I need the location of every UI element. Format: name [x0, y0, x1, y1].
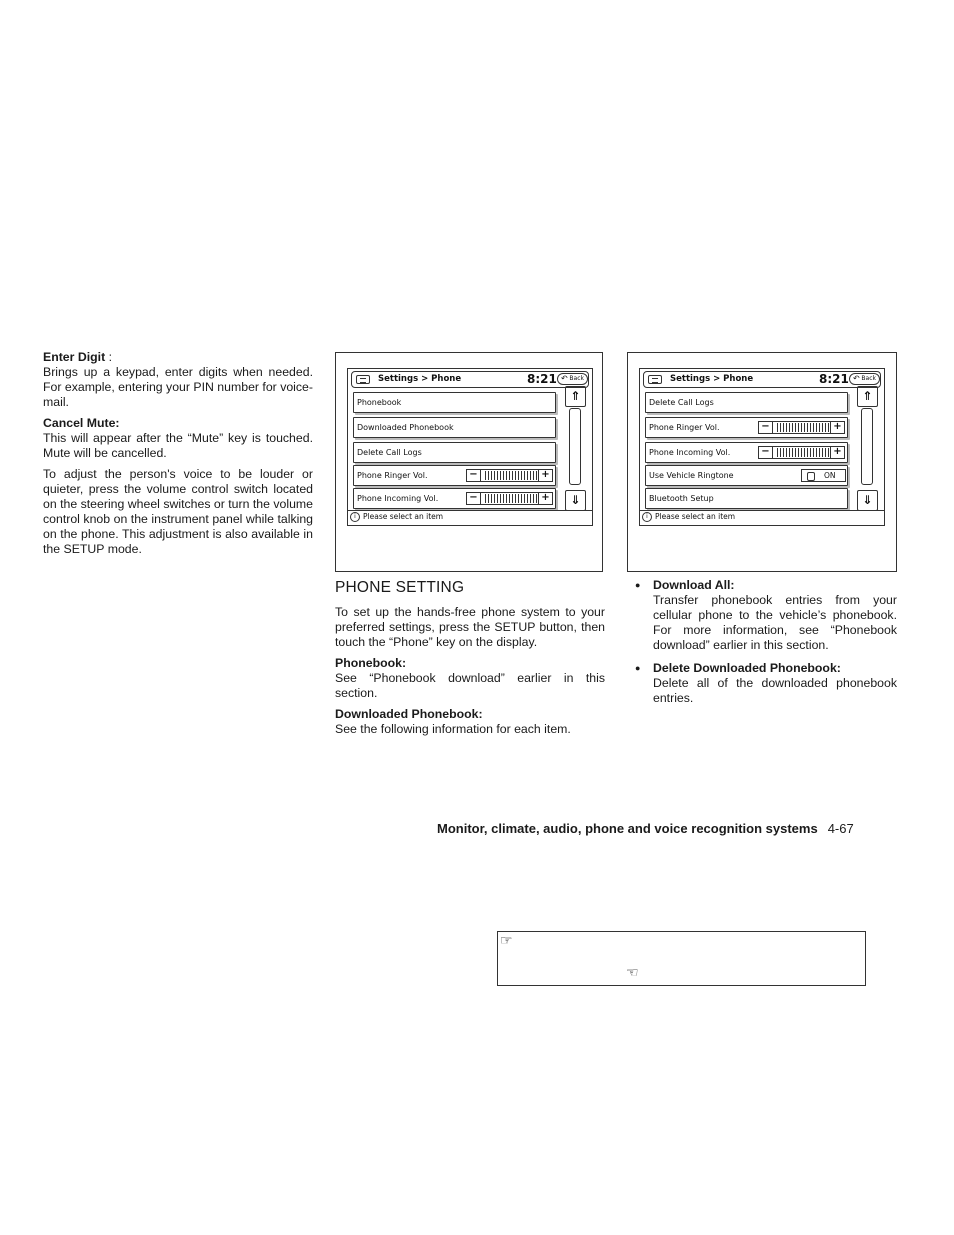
volume-slider[interactable] [466, 492, 553, 505]
delete-downloaded-heading: ● Delete Downloaded Phonebook: [653, 661, 841, 675]
breadcrumb: Settings > Phone [378, 374, 462, 384]
minus-icon[interactable]: − [759, 422, 773, 433]
display-screen [639, 368, 885, 526]
adjust-volume-paragraph: To adjust the person's voice to be louder or quieter, press the volume control switch located on the steering wheel switches or turn the volume control knob on the instrument panel while talking on the phone. This adjustment is also available in the SETUP mode. [43, 467, 313, 556]
volume-level-bar [777, 423, 829, 432]
downloaded-phonebook-heading: Downloaded Phonebook: [335, 707, 483, 721]
row-label: Phonebook [357, 398, 402, 407]
info-icon: i [642, 512, 652, 522]
volume-level-bar [485, 471, 537, 480]
phone-settings-figure-2 [627, 352, 897, 572]
cancel-mute-body: This will appear after the “Mute” key is touched. Mute will be cancelled. [43, 431, 313, 460]
volume-slider[interactable] [758, 446, 845, 459]
phonebook-heading: Phonebook: [335, 656, 407, 670]
plus-icon[interactable]: + [538, 493, 552, 504]
menu-icon [648, 375, 662, 384]
back-button[interactable] [557, 373, 588, 385]
plus-icon[interactable]: + [830, 422, 844, 433]
row-label: Phone Ringer Vol. [649, 423, 720, 432]
back-label: Back [861, 375, 876, 382]
scroll-down-icon[interactable]: ⇓ [857, 490, 878, 511]
row-label: Delete Call Logs [649, 398, 714, 407]
clock: 8:21 [527, 372, 557, 386]
menu-row-delete-call-logs[interactable] [645, 392, 848, 413]
breadcrumb: Settings > Phone [670, 374, 754, 384]
display-screen [347, 368, 593, 526]
info-icon: i [350, 512, 360, 522]
row-label: Phone Ringer Vol. [357, 471, 428, 480]
enter-digit-heading: Enter Digit [43, 350, 106, 364]
downloaded-phonebook-body: See the following information for each item. [335, 722, 571, 736]
bullet-download-all [635, 578, 897, 653]
scroll-up-icon[interactable]: ⇑ [565, 386, 586, 407]
ringtone-toggle[interactable] [801, 469, 846, 482]
note-box [497, 931, 866, 986]
download-all-heading: ● Download All: [653, 578, 735, 592]
status-text: Please select an item [363, 512, 444, 521]
left-column [43, 350, 313, 557]
section-title: PHONE SETTING [335, 579, 465, 596]
minus-icon[interactable]: − [467, 470, 481, 481]
pointing-hand-icon: ☞ [500, 932, 513, 948]
page-number: 4-67 [827, 821, 854, 836]
menu-row-use-vehicle-ringtone[interactable] [645, 465, 848, 486]
row-label: Delete Call Logs [357, 448, 422, 457]
status-divider [348, 510, 592, 511]
minus-icon[interactable]: − [467, 493, 481, 504]
status-bar [350, 512, 443, 522]
volume-slider[interactable] [758, 421, 845, 434]
bullet-delete-downloaded [635, 661, 897, 706]
scroll-up-icon[interactable]: ⇑ [857, 386, 878, 407]
middle-column [335, 580, 605, 737]
row-label: Bluetooth Setup [649, 494, 714, 503]
minus-icon[interactable]: − [759, 447, 773, 458]
enter-digit-colon: : [105, 350, 113, 364]
menu-icon [356, 375, 370, 384]
scroll-rail[interactable] [569, 408, 581, 485]
enter-digit-body: Brings up a keypad, enter digits when needed. For example, entering your PIN number for voice-mail. [43, 365, 313, 409]
chapter-title: Monitor, climate, audio, phone and voice recognition systems [437, 821, 818, 836]
menu-row-downloaded-phonebook[interactable] [353, 417, 556, 438]
scrollbar[interactable] [561, 386, 591, 508]
menu-row-delete-call-logs[interactable] [353, 442, 556, 463]
scrollbar[interactable] [853, 386, 883, 508]
menu-row-phone-incoming-vol[interactable] [645, 442, 848, 463]
back-label: Back [569, 375, 584, 382]
menu-row-phone-ringer-vol[interactable] [353, 465, 556, 486]
status-text: Please select an item [655, 512, 736, 521]
enter-digit-heading-line [43, 350, 313, 365]
scroll-down-icon[interactable]: ⇓ [565, 490, 586, 511]
screen-header [351, 371, 589, 388]
volume-level-bar [777, 448, 829, 457]
clock: 8:21 [819, 372, 849, 386]
menu-row-phone-ringer-vol[interactable] [645, 417, 848, 438]
volume-level-bar [485, 494, 537, 503]
row-label: Phone Incoming Vol. [649, 448, 731, 457]
scroll-rail[interactable] [861, 408, 873, 485]
checkbox-icon [807, 472, 815, 481]
right-column [635, 578, 897, 706]
phone-settings-figure-1 [335, 352, 603, 572]
cancel-mute-heading: Cancel Mute: [43, 416, 120, 430]
volume-slider[interactable] [466, 469, 553, 482]
delete-downloaded-body: Delete all of the downloaded phonebook entries. [653, 676, 897, 705]
plus-icon[interactable]: + [830, 447, 844, 458]
menu-row-bluetooth-setup[interactable] [645, 488, 848, 509]
row-label: Phone Incoming Vol. [357, 494, 439, 503]
download-all-body: Transfer phonebook entries from your cellular phone to the vehicle’s phonebook. For more information, see “Phonebook download” earlier in this section. [653, 593, 897, 652]
pointing-hand-left-icon: ☜ [626, 964, 639, 980]
back-arrow-icon: ↶ [853, 374, 860, 383]
intro-paragraph: To set up the hands-free phone system to your preferred settings, press the SETUP button, then touch the “Phone” key on the display. [335, 605, 605, 649]
row-label: Downloaded Phonebook [357, 423, 454, 432]
status-divider [640, 510, 884, 511]
toggle-label: ON [824, 471, 836, 480]
plus-icon[interactable]: + [538, 470, 552, 481]
menu-row-phonebook[interactable] [353, 392, 556, 413]
back-button[interactable] [849, 373, 880, 385]
screen-header [643, 371, 881, 388]
row-label: Use Vehicle Ringtone [649, 471, 734, 480]
phonebook-body: See “Phonebook download” earlier in this section. [335, 671, 605, 700]
status-bar [642, 512, 735, 522]
page-footer [437, 821, 854, 836]
back-arrow-icon: ↶ [561, 374, 568, 383]
menu-row-phone-incoming-vol[interactable] [353, 488, 556, 509]
